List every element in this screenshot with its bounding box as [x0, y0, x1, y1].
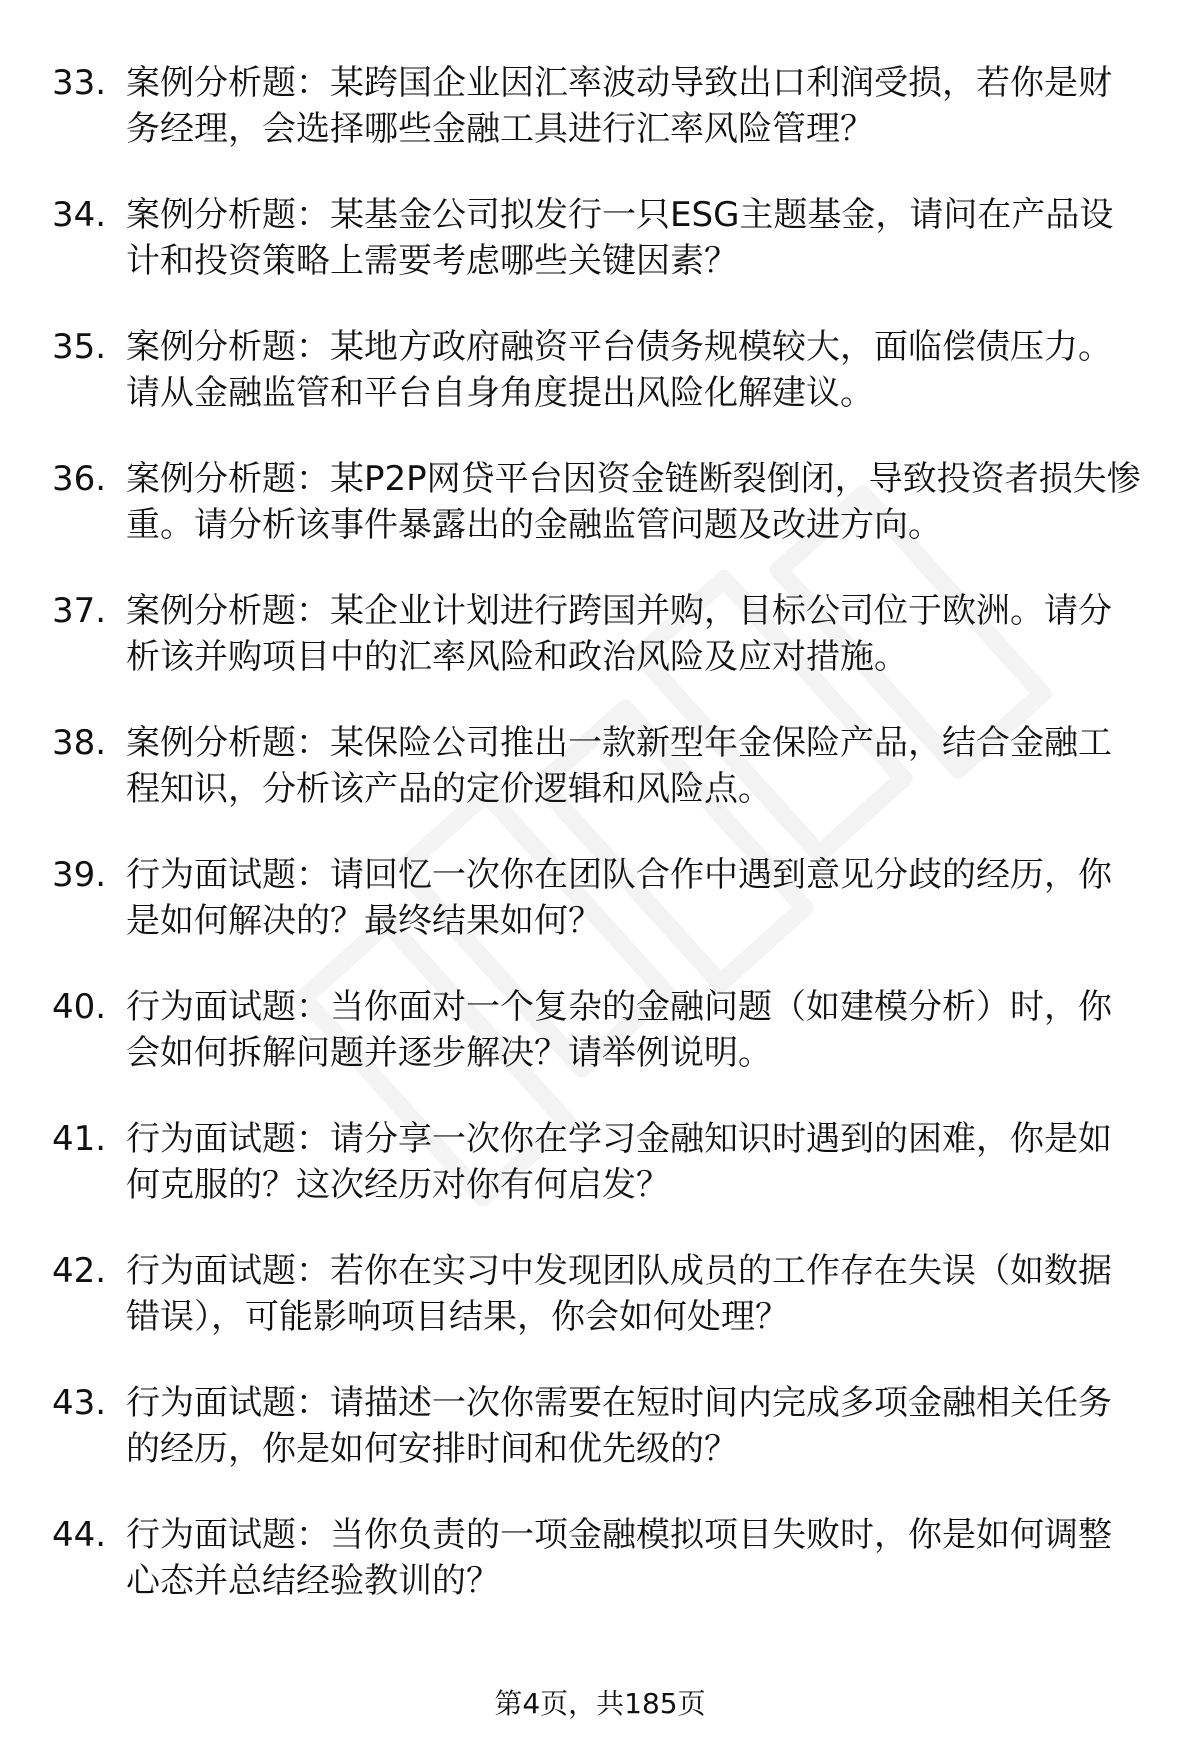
question-number: 38. — [52, 723, 107, 763]
question-number: 39. — [52, 855, 107, 895]
question-number: 33. — [52, 63, 107, 103]
question-item — [52, 852, 1142, 984]
question-text: 行为面试题：当你负责的一项金融模拟项目失败时，你是如何调整心态并总结经验教训的？ — [126, 1515, 1112, 1601]
question-number: 36. — [52, 459, 107, 499]
question-number: 42. — [52, 1251, 107, 1291]
question-text: 行为面试题：请回忆一次你在团队合作中遇到意见分歧的经历，你是如何解决的？最终结果如何？ — [126, 855, 1112, 941]
question-text: 行为面试题：请分享一次你在学习金融知识时遇到的困难，你是如何克服的？这次经历对你有何启发？ — [126, 1119, 1112, 1205]
question-number: 43. — [52, 1383, 107, 1423]
question-item — [52, 456, 1142, 588]
question-text: 行为面试题：请描述一次你需要在短时间内完成多项金融相关任务的经历，你是如何安排时间和优先级的？ — [126, 1383, 1112, 1469]
question-item — [52, 588, 1142, 720]
question-item — [52, 1116, 1142, 1248]
question-item — [52, 1380, 1142, 1512]
question-text: 案例分析题：某地方政府融资平台债务规模较大，面临偿债压力。请从金融监管和平台自身角度提出风险化解建议。 — [126, 327, 1112, 413]
question-text: 案例分析题：某企业计划进行跨国并购，目标公司位于欧洲。请分析该并购项目中的汇率风险和政治风险及应对措施。 — [126, 591, 1112, 677]
question-number: 37. — [52, 591, 107, 631]
question-number: 44. — [52, 1515, 107, 1555]
question-item — [52, 1248, 1142, 1380]
question-number: 34. — [52, 195, 107, 235]
question-item — [52, 1512, 1142, 1644]
question-number: 40. — [52, 987, 107, 1027]
question-number: 35. — [52, 327, 107, 367]
question-list — [52, 60, 1142, 1644]
question-text: 案例分析题：某跨国企业因汇率波动导致出口利润受损，若你是财务经理，会选择哪些金融工具进行汇率风险管理？ — [126, 63, 1112, 149]
page-footer: 第4页，共185页 — [494, 1687, 706, 1720]
question-item — [52, 324, 1142, 456]
question-text: 案例分析题：某P2P网贷平台因资金链断裂倒闭，导致投资者损失惨重。请分析该事件暴露出的金融监管问题及改进方向。 — [126, 459, 1141, 545]
question-item — [52, 60, 1142, 192]
question-number: 41. — [52, 1119, 107, 1159]
question-text: 行为面试题：当你面对一个复杂的金融问题（如建模分析）时，你会如何拆解问题并逐步解决？请举例说明。 — [126, 987, 1112, 1073]
question-text: 案例分析题：某基金公司拟发行一只ESG主题基金，请问在产品设计和投资策略上需要考虑哪些关键因素？ — [126, 195, 1114, 281]
question-item — [52, 984, 1142, 1116]
question-text: 案例分析题：某保险公司推出一款新型年金保险产品，结合金融工程知识，分析该产品的定价逻辑和风险点。 — [126, 723, 1112, 809]
question-item — [52, 720, 1142, 852]
question-item — [52, 192, 1142, 324]
question-text: 行为面试题：若你在实习中发现团队成员的工作存在失误（如数据错误），可能影响项目结果，你会如何处理？ — [126, 1251, 1112, 1337]
